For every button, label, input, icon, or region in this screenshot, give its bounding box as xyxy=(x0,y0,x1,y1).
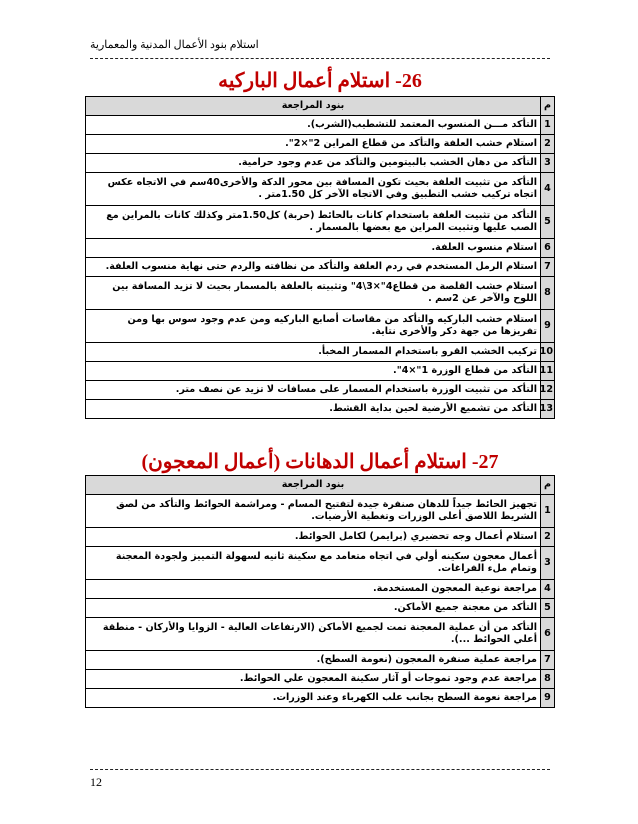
row-text: استلام الرمل المستخدم في ردم العلفة والتأكد من نظافته والردم حتى نهاية منسوب العلفة. xyxy=(86,258,541,277)
table-row xyxy=(86,206,555,239)
table-header-row xyxy=(86,97,555,116)
row-number: 2 xyxy=(541,135,555,154)
row-text: تركيب الخشب القرو باستخدام المسمار المخبأ. xyxy=(86,343,541,362)
row-text: استلام خشب العلفة والتأكد من قطاع المراين 2"×2". xyxy=(86,135,541,154)
table-row xyxy=(86,580,555,599)
table-row xyxy=(86,239,555,258)
row-text: استلام أعمال وجه تحضيري (برايمر) لكامل الحوائط. xyxy=(86,528,541,547)
row-number: 5 xyxy=(541,599,555,618)
section-title-parquet: 26- استلام أعمال الباركيه xyxy=(218,70,422,92)
row-number: 4 xyxy=(541,173,555,206)
row-number: 9 xyxy=(541,310,555,343)
row-text: استلام خشب الباركيه والتأكد من مقاسات أصابع الباركيه ومن عدم وجود سوس بها ومن تفريزها من جهة دكر والأخرى نتاية. xyxy=(86,310,541,343)
row-text: التأكد من تثبيت الوزرة باستخدام المسمار على مسافات لا تزيد عن نصف متر. xyxy=(86,381,541,400)
row-text: التأكد مـــن المنسوب المعتمد للتشطيب(الشرب). xyxy=(86,116,541,135)
row-text: التأكد من دهان الخشب بالبيتومين والتأكد من عدم وجود حرامية. xyxy=(86,154,541,173)
page-number: 12 xyxy=(90,775,102,789)
table-row xyxy=(86,495,555,528)
table-row xyxy=(86,547,555,580)
section-title-paint-putty: 27- استلام أعمال الدهانات (أعمال المعجون) xyxy=(141,451,499,473)
column-header-number: م xyxy=(541,97,555,116)
table-row xyxy=(86,670,555,689)
table-row xyxy=(86,651,555,670)
row-number: 13 xyxy=(541,400,555,419)
table-row xyxy=(86,528,555,547)
row-text: مراجعة عدم وجود تموجات أو آثار سكينة المعجون علي الحوائط. xyxy=(86,670,541,689)
table-row xyxy=(86,343,555,362)
table-row xyxy=(86,400,555,419)
row-text: التأكد من تثبيت العلفة باستخدام كانات بالحائط (حربة) كل1.50متر وكذلك كانات بالمراين مع الصب عليها وتثبيت المراين مع بعضها بالمسمار . xyxy=(86,206,541,239)
row-number: 7 xyxy=(541,258,555,277)
row-text: استلام خشب القلصة من قطاع4"×3\4" وتثبيته بالعلفة بالمسمار بحيث لا تزيد المسافة بين اللوح والآخر عن 2سم . xyxy=(86,277,541,310)
row-text: تجهيز الحائط جيداً للدهان صنفرة جيدة لتفتيح المسام - ومراشمة الحوائط والتأكد من لصق الشريط اللاصق أعلى الوزرات وتغطية الأرضيات. xyxy=(86,495,541,528)
column-header-number: م xyxy=(541,476,555,495)
row-number: 11 xyxy=(541,362,555,381)
table-row xyxy=(86,116,555,135)
row-text: مراجعة نوعية المعجون المستخدمة. xyxy=(86,580,541,599)
row-text: مراجعة عملية صنفرة المعجون (نعومة السطح). xyxy=(86,651,541,670)
table-header-row xyxy=(86,476,555,495)
table-row xyxy=(86,135,555,154)
table-row xyxy=(86,310,555,343)
table-row xyxy=(86,381,555,400)
row-text: التأكد من معجنة جميع الأماكن. xyxy=(86,599,541,618)
table-row xyxy=(86,154,555,173)
footer-rule xyxy=(90,769,550,770)
row-number: 6 xyxy=(541,618,555,651)
row-text: استلام منسوب العلفة. xyxy=(86,239,541,258)
table-row xyxy=(86,277,555,310)
column-header-items: بنود المراجعة xyxy=(86,476,541,495)
table-row xyxy=(86,173,555,206)
header-rule xyxy=(90,58,550,59)
row-number: 3 xyxy=(541,547,555,580)
row-number: 4 xyxy=(541,580,555,599)
row-number: 8 xyxy=(541,277,555,310)
row-text: التأكد من تشميع الأرضية لحين بداية القشط. xyxy=(86,400,541,419)
row-text: التأكد من أن عملية المعجنة تمت لجميع الأماكن (الارتفاعات العالية - الزوايا والأركان - منطقة أعلي الحوائط ...). xyxy=(86,618,541,651)
table-row xyxy=(86,362,555,381)
running-header: استلام بنود الأعمال المدنية والمعمارية xyxy=(90,39,259,51)
table-row xyxy=(86,618,555,651)
row-text: التأكد من تثبيت العلفة بحيث تكون المسافة بين محور الدكة والأخرى40سم في الاتجاه عكس اتجاه تركيب خشب التطبيق وفي الاتجاه الآخر كل 1.50متر . xyxy=(86,173,541,206)
row-number: 5 xyxy=(541,206,555,239)
row-number: 8 xyxy=(541,670,555,689)
putty-checklist-table xyxy=(85,475,555,708)
row-number: 9 xyxy=(541,689,555,708)
row-number: 1 xyxy=(541,495,555,528)
row-number: 6 xyxy=(541,239,555,258)
row-number: 3 xyxy=(541,154,555,173)
table-row xyxy=(86,599,555,618)
column-header-items: بنود المراجعة xyxy=(86,97,541,116)
row-number: 1 xyxy=(541,116,555,135)
row-number: 12 xyxy=(541,381,555,400)
row-number: 2 xyxy=(541,528,555,547)
table-row xyxy=(86,258,555,277)
parquet-checklist-table xyxy=(85,96,555,419)
table-row xyxy=(86,689,555,708)
row-number: 10 xyxy=(541,343,555,362)
row-text: التأكد من قطاع الوزرة 1"×4". xyxy=(86,362,541,381)
row-text: مراجعة نعومة السطح بجانب علب الكهرباء وعند الوزرات. xyxy=(86,689,541,708)
row-number: 7 xyxy=(541,651,555,670)
row-text: أعمال معجون سكينه أولي في اتجاه متعامد مع سكينة ثانيه لسهولة التمييز ولجودة المعجنة وتمام ملء الفراغات. xyxy=(86,547,541,580)
